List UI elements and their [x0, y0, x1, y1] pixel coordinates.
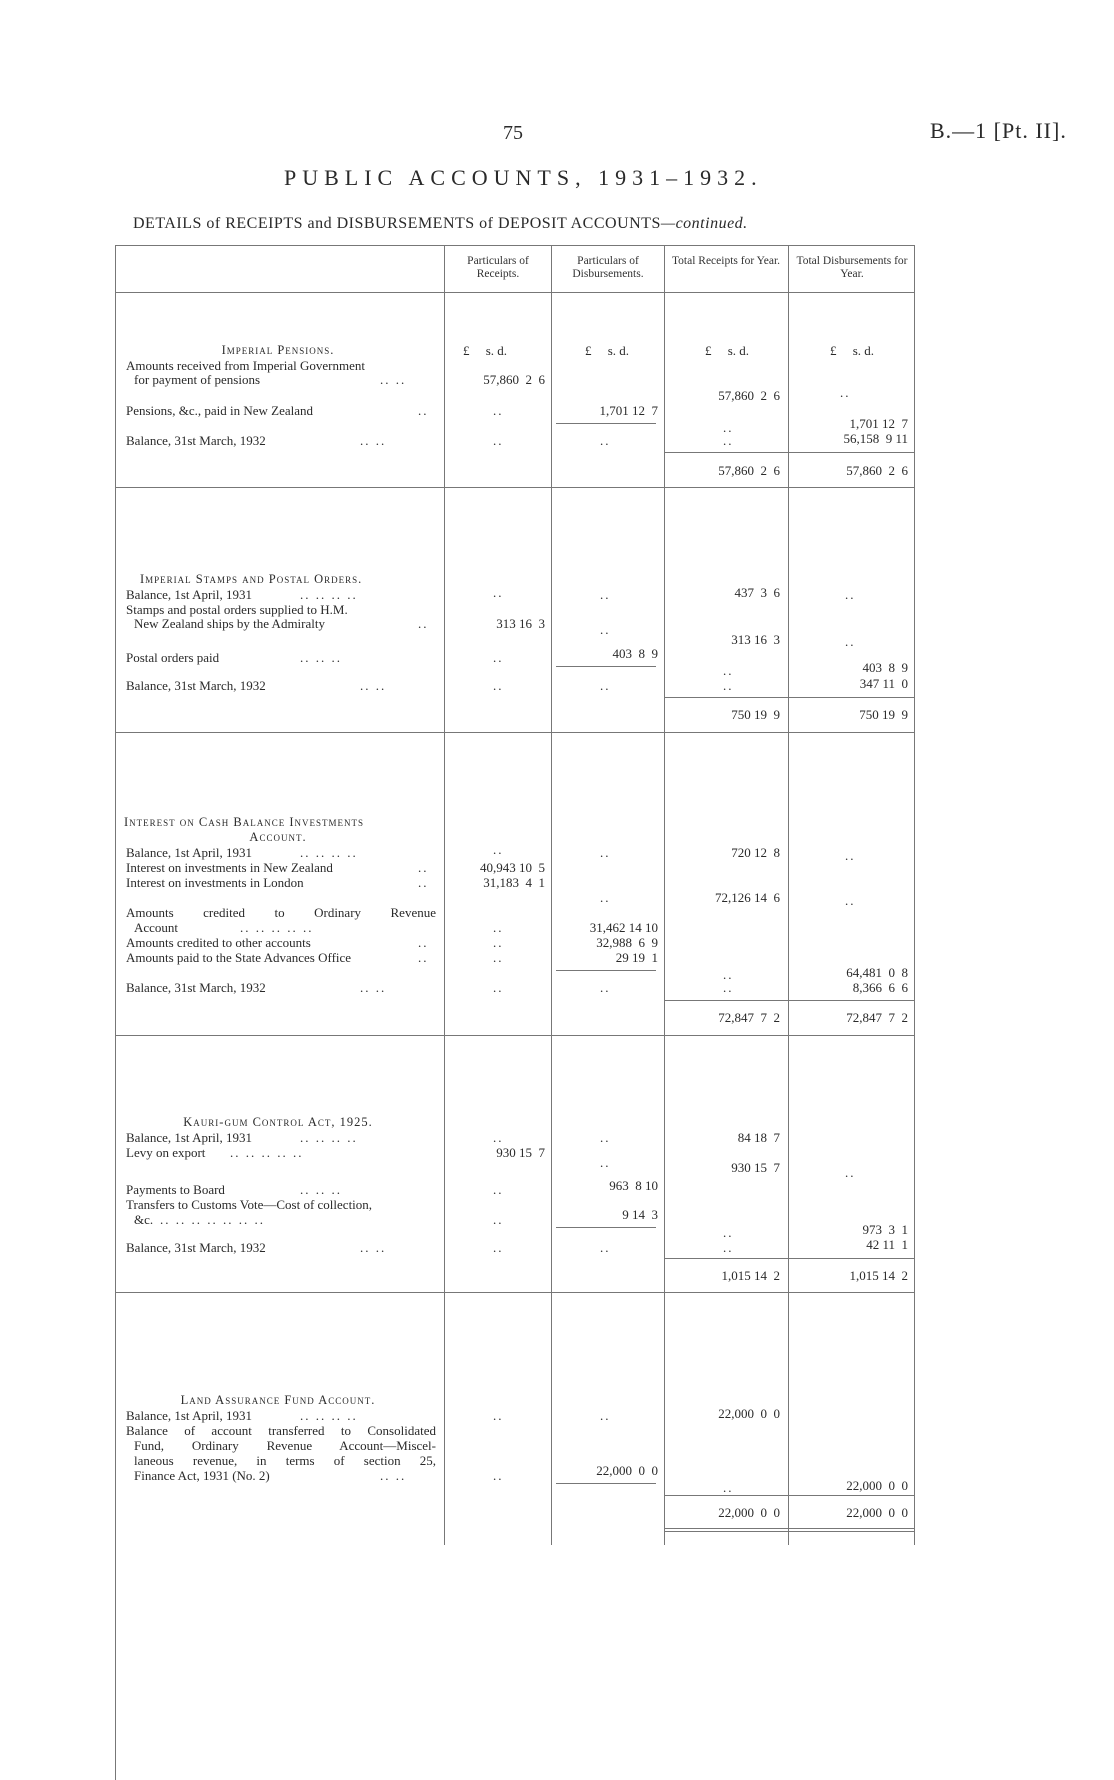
subtotal-rule [556, 666, 656, 667]
row-label: &c. [134, 1212, 154, 1227]
cell-receipts: 31,183 4 1 [483, 875, 545, 890]
leader-dots: .. [493, 980, 504, 995]
leader-dots: .. [723, 663, 734, 678]
row-label: Balance, 1st April, 1931 [126, 1130, 253, 1145]
cell-receipts: 57,860 2 6 [483, 372, 545, 387]
section-total-receipts: 22,000 0 0 [718, 1505, 780, 1520]
row-label: Postal orders paid [126, 650, 220, 665]
section-title-kauri-gum: Kauri-gum Control Act, 1925. [183, 1115, 373, 1129]
subtitle-continued: —continued. [660, 215, 748, 232]
leader-dots: .. [600, 1155, 611, 1170]
leader-dots: .. [600, 587, 611, 602]
cell-receipts: 313 16 3 [496, 616, 545, 631]
cell-total-receipts: 22,000 0 0 [718, 1406, 780, 1421]
subtitle-main: DETAILS of RECEIPTS and DISBURSEMENTS of DEPOSIT ACCOUNTS [133, 215, 661, 232]
leader-dots: .. [845, 1165, 856, 1180]
cell-total-disbursements: 22,000 0 0 [846, 1478, 908, 1493]
leader-dots: .. .. .. .. [300, 1130, 358, 1145]
unit-header: £ s. d. [830, 343, 875, 358]
leader-dots: .. [493, 1468, 504, 1483]
leader-dots: .. [840, 385, 851, 400]
cell-total-receipts: 437 3 6 [734, 585, 780, 600]
cell-total-disbursements: 1,701 12 7 [849, 416, 908, 431]
leader-dots: .. [493, 1408, 504, 1423]
row-label: Account [134, 920, 179, 935]
row-label: Amounts credited to other accounts [126, 935, 311, 950]
subtotal-rule [556, 1227, 656, 1228]
cell-total-receipts: 313 16 3 [731, 632, 780, 647]
leader-dots: .. .. .. .. [300, 845, 358, 860]
leader-dots: .. [493, 935, 504, 950]
col-divider-4 [788, 245, 789, 1545]
leader-dots: .. .. .. [300, 1182, 342, 1197]
leader-dots: .. [600, 1240, 611, 1255]
cell-disbursements: 403 8 9 [612, 646, 658, 661]
leader-dots: .. [723, 1240, 734, 1255]
leader-dots: .. .. .. .. [300, 1408, 358, 1423]
leader-dots: .. [493, 585, 504, 600]
leader-dots: .. .. [360, 980, 387, 995]
row-label: Balance, 31st March, 1932 [126, 980, 266, 995]
leader-dots: .. .. [380, 372, 407, 387]
leader-dots: .. [418, 935, 429, 950]
leader-dots: .. [493, 433, 504, 448]
document-reference: B.—1 [Pt. II]. [930, 118, 1067, 143]
leader-dots: .. [600, 622, 611, 637]
leader-dots: .. [600, 890, 611, 905]
leader-dots: .. [723, 967, 734, 982]
row-label: Amounts credited to Ordinary Revenue [126, 905, 436, 920]
row-label: laneous revenue, in terms of section 25, [134, 1453, 436, 1468]
leader-dots: .. .. [360, 433, 387, 448]
leader-dots: .. [600, 1408, 611, 1423]
leader-dots: .. [493, 1182, 504, 1197]
section-total-receipts: 72,847 7 2 [718, 1010, 780, 1025]
leader-dots: .. [600, 980, 611, 995]
row-label: Finance Act, 1931 (No. 2) [134, 1468, 270, 1483]
leader-dots: .. .. .. [300, 650, 342, 665]
leader-dots: .. .. .. .. .. .. .. [160, 1212, 265, 1227]
leader-dots: .. [723, 433, 734, 448]
row-label: Balance, 31st March, 1932 [126, 678, 266, 693]
leader-dots: .. [493, 1240, 504, 1255]
col-head-disbursements: Particulars of Disbursements. [572, 255, 644, 280]
subtotal-rule [556, 423, 656, 424]
total-rule [664, 1495, 914, 1496]
leader-dots: .. .. .. .. [300, 587, 358, 602]
row-label: Interest on investments in London [126, 875, 304, 890]
cell-total-disbursements: 973 3 1 [862, 1222, 908, 1237]
section-separator [115, 1292, 915, 1293]
row-label: Interest on investments in New Zealand [126, 860, 333, 875]
section-total-disbursements: 57,860 2 6 [846, 463, 908, 478]
cell-disbursements: 9 14 3 [622, 1207, 658, 1222]
col-divider-2 [551, 245, 552, 1545]
cell-total-receipts: 72,126 14 6 [715, 890, 780, 905]
leader-dots: .. .. [360, 1240, 387, 1255]
unit-header: £ s. d. [705, 343, 750, 358]
unit-header: £ s. d. [463, 343, 508, 358]
leader-dots: .. [723, 1225, 734, 1240]
leader-dots: .. [418, 950, 429, 965]
section-total-disbursements: 1,015 14 2 [849, 1268, 908, 1283]
leader-dots: .. [493, 1212, 504, 1227]
cell-total-disbursements: 56,158 9 11 [843, 431, 908, 446]
table-left-rule [115, 245, 116, 1780]
leader-dots: .. .. .. .. .. [230, 1145, 304, 1160]
leader-dots: .. [493, 842, 504, 857]
table-right-rule [914, 245, 915, 1545]
leader-dots: .. [493, 920, 504, 935]
cell-disbursements: 32,988 6 9 [596, 935, 658, 950]
leader-dots: .. [493, 403, 504, 418]
row-label: Fund, Ordinary Revenue Account—Miscel- [134, 1438, 436, 1453]
section-title-imperial-stamps: Imperial Stamps and Postal Orders. [140, 572, 363, 586]
leader-dots: .. [723, 678, 734, 693]
row-label: New Zealand ships by the Admiralty [134, 616, 325, 631]
leader-dots: .. .. [360, 678, 387, 693]
cell-total-disbursements: 8,366 6 6 [852, 980, 908, 995]
header-bottom-rule [115, 292, 915, 293]
total-rule [664, 1258, 914, 1259]
total-rule [664, 1000, 914, 1001]
col-divider-1 [444, 245, 445, 1545]
leader-dots: .. [493, 678, 504, 693]
cell-total-disbursements: 42 11 1 [866, 1237, 908, 1252]
cell-total-receipts: 720 12 8 [731, 845, 780, 860]
row-label: for payment of pensions [134, 372, 261, 387]
col-divider-3 [664, 245, 665, 1545]
section-separator [115, 1035, 915, 1036]
leader-dots: .. [418, 875, 429, 890]
cell-disbursements: 29 19 1 [615, 950, 658, 965]
page-number: 75 [503, 122, 523, 144]
section-total-disbursements: 750 19 9 [859, 707, 908, 722]
row-label: Balance, 1st April, 1931 [126, 845, 253, 860]
section-title-land-assurance: Land Assurance Fund Account. [180, 1393, 376, 1407]
section-title-imperial-pensions: Imperial Pensions. [221, 343, 335, 357]
row-label: Balance, 31st March, 1932 [126, 1240, 266, 1255]
row-label: Balance, 31st March, 1932 [126, 433, 266, 448]
subtotal-rule [556, 970, 656, 971]
row-label: Balance, 1st April, 1931 [126, 587, 253, 602]
section-total-receipts: 57,860 2 6 [718, 463, 780, 478]
cell-receipts: 40,943 10 5 [480, 860, 545, 875]
cell-total-disbursements: 347 11 0 [859, 676, 908, 691]
subtotal-rule [556, 1483, 656, 1484]
leader-dots: .. [418, 860, 429, 875]
leader-dots: .. [600, 678, 611, 693]
leader-dots: .. [418, 403, 429, 418]
row-label: Balance of account transferred to Consolidated [126, 1423, 436, 1438]
cell-total-receipts: 930 15 7 [731, 1160, 780, 1175]
leader-dots: .. [845, 893, 856, 908]
cell-total-receipts: 57,860 2 6 [718, 388, 780, 403]
leader-dots: .. .. [380, 1468, 407, 1483]
section-separator [115, 487, 915, 488]
row-label: Amounts paid to the State Advances Office [126, 950, 352, 965]
leader-dots: .. [723, 980, 734, 995]
section-total-disbursements: 22,000 0 0 [846, 1505, 908, 1520]
cell-disbursements: 31,462 14 10 [589, 920, 658, 935]
leader-dots: .. [600, 845, 611, 860]
section-total-receipts: 1,015 14 2 [721, 1268, 780, 1283]
final-rule-double [664, 1531, 914, 1532]
row-label: Stamps and postal orders supplied to H.M. [126, 602, 348, 617]
table-top-rule [115, 245, 915, 246]
leader-dots: .. [600, 433, 611, 448]
total-rule [664, 452, 914, 453]
leader-dots: .. [600, 1130, 611, 1145]
col-head-receipts: Particulars of Receipts. [467, 255, 529, 280]
leader-dots: .. [493, 950, 504, 965]
section-total-receipts: 750 19 9 [731, 707, 780, 722]
row-label: Balance, 1st April, 1931 [126, 1408, 253, 1423]
row-label: Payments to Board [126, 1182, 225, 1197]
leader-dots: .. .. .. .. .. [240, 920, 314, 935]
leader-dots: .. [845, 634, 856, 649]
leader-dots: .. [723, 420, 734, 435]
section-title-interest-cash-2: Account. [249, 830, 307, 844]
section-title-interest-cash: Interest on Cash Balance Investments [124, 815, 364, 829]
page-title: PUBLIC ACCOUNTS, 1931–1932. [284, 165, 763, 190]
section-separator [115, 732, 915, 733]
cell-receipts: 930 15 7 [496, 1145, 545, 1160]
cell-disbursements: 22,000 0 0 [596, 1463, 658, 1478]
row-label: Pensions, &c., paid in New Zealand [126, 403, 314, 418]
row-label: Transfers to Customs Vote—Cost of collection, [126, 1197, 373, 1212]
unit-header: £ s. d. [585, 343, 630, 358]
cell-disbursements: 1,701 12 7 [599, 403, 658, 418]
leader-dots: .. [845, 848, 856, 863]
leader-dots: .. [493, 650, 504, 665]
cell-total-disbursements: 64,481 0 8 [846, 965, 908, 980]
cell-disbursements: 963 8 10 [609, 1178, 658, 1193]
cell-total-receipts: 84 18 7 [737, 1130, 780, 1145]
leader-dots: .. [418, 616, 429, 631]
leader-dots: .. [493, 1130, 504, 1145]
section-total-disbursements: 72,847 7 2 [846, 1010, 908, 1025]
row-label: Amounts received from Imperial Government [126, 358, 365, 373]
leader-dots: .. [723, 1480, 734, 1495]
col-head-total-receipts: Total Receipts for Year. [671, 255, 781, 267]
cell-total-disbursements: 403 8 9 [862, 660, 908, 675]
leader-dots: .. [845, 587, 856, 602]
page-subtitle [133, 215, 748, 233]
final-rule [664, 1528, 914, 1529]
row-label: Levy on export [126, 1145, 206, 1160]
col-head-total-disbursements: Total Disbursements for Year. [796, 255, 908, 280]
total-rule [664, 697, 914, 698]
